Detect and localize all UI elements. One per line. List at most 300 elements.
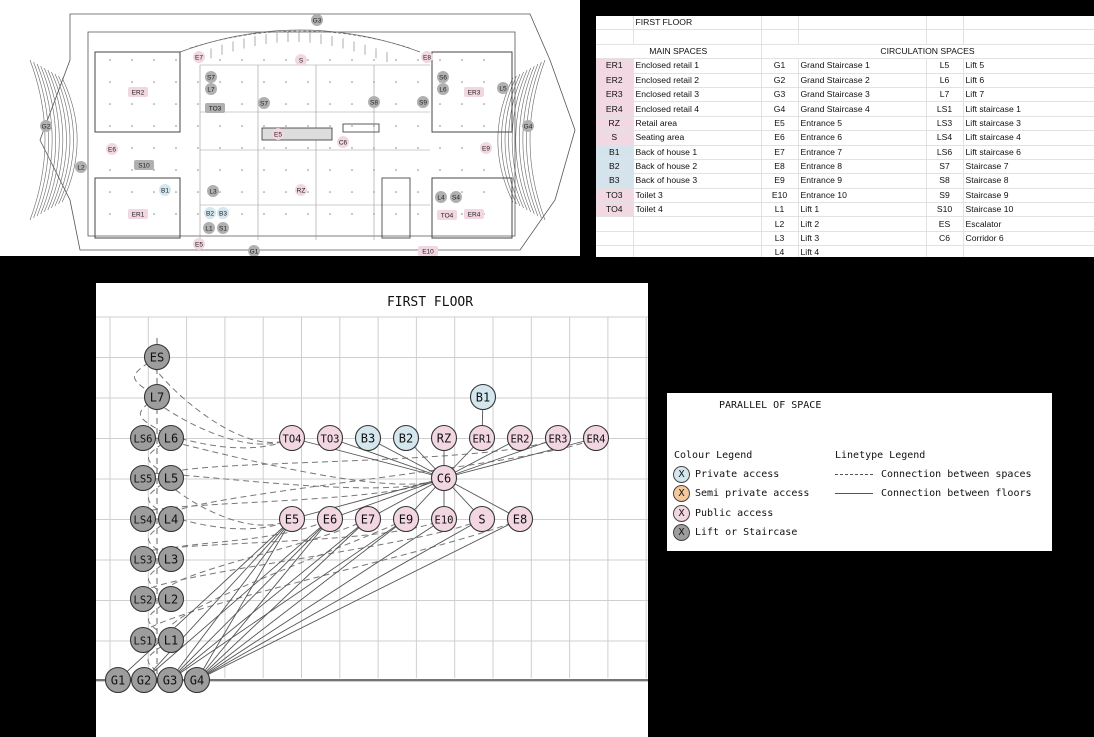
column-dot [263,191,265,193]
column-dot [241,103,243,105]
space-node-l1 [159,628,184,653]
space-code-cell: E9 [761,174,798,188]
column-dot [395,125,397,127]
plan-label-text: S6 [439,74,447,82]
side-stair-curve [501,76,516,204]
legend-item-semi-private [673,483,809,503]
column-dot [285,191,287,193]
space-code-cell: LS4 [926,131,963,145]
space-name-cell: Back of house 2 [633,159,761,173]
column-dot [351,59,353,61]
space-code-cell: C6 [926,231,963,245]
node-label: G3 [162,673,178,688]
space-name-cell: Lift 7 [963,87,1094,101]
escalator [343,124,379,132]
space-name-cell [633,246,761,257]
plan-label-s9 [417,96,429,108]
space-node-es [145,345,170,370]
solid-connection-line [170,519,330,680]
column-dot [109,213,111,215]
space-node-g1 [106,668,131,693]
node-label: E7 [360,512,376,527]
solid-connection-line [330,478,444,519]
space-code-cell: L3 [761,231,798,245]
space-code-cell: ES [926,217,963,231]
dashed-connection-line [164,519,330,559]
column-dot [197,169,199,171]
column-dot [241,169,243,171]
node-label: L4 [163,512,179,527]
plan-label-er2 [128,87,148,97]
diagram-title: FIRST FLOOR [386,295,474,310]
plan-label-text: G4 [523,123,533,131]
column-dot [417,169,419,171]
space-name-cell: Staircase 10 [963,203,1094,217]
schedule-row [596,174,1094,188]
node-label: L6 [163,431,179,446]
column-dot [219,125,221,127]
plan-label-text: E5 [274,131,282,139]
column-dot [373,147,375,149]
plan-label-text: B2 [206,210,214,218]
column-dot [307,169,309,171]
space-name-cell: Enclosed retail 1 [633,59,761,73]
side-stair-curve [34,62,49,218]
column-dot [241,213,243,215]
column-dot [263,81,265,83]
plan-label-l3 [207,185,219,197]
column-dot [109,191,111,193]
plan-label-text: S1 [219,225,227,233]
space-code-cell: E8 [761,159,798,173]
space-name-cell: Toilet 3 [633,188,761,202]
space-code-cell [926,246,963,257]
column-dot [483,125,485,127]
space-code-cell: E5 [761,116,798,130]
space-name-cell: Entrance 5 [798,116,926,130]
space-node-s [470,507,495,532]
column-dot [329,169,331,171]
plan-label-text: E10 [422,248,434,256]
space-code-cell: L4 [761,246,798,257]
column-dot [307,59,309,61]
legend-item-private [673,464,779,484]
plan-label-text: S8 [370,99,378,107]
space-node-e7 [356,507,381,532]
plan-label-text: B3 [219,210,227,218]
column-dot [439,147,441,149]
column-dot [351,125,353,127]
space-code-cell: ER2 [596,73,633,87]
node-label: ER2 [510,433,530,446]
column-dot [197,213,199,215]
column-dot [329,125,331,127]
column-dot [175,213,177,215]
column-dot [417,59,419,61]
column-dot [219,147,221,149]
node-label: L1 [163,633,179,648]
space-code-cell: G4 [761,102,798,116]
space-code-cell: L6 [926,73,963,87]
solid-connection-line [330,438,444,478]
plan-label-e10 [418,246,438,256]
node-label: ER4 [586,433,606,446]
plan-label-l7 [205,83,217,95]
column-dot [285,169,287,171]
plan-label-e7 [193,51,205,63]
column-dot [395,81,397,83]
column-dot [109,81,111,83]
node-label: E9 [398,512,414,527]
space-name-cell: Lift 1 [798,203,926,217]
plan-label-rz [295,184,307,196]
space-node-g3 [158,668,183,693]
floor-plan-panel [0,0,580,256]
node-label: S [478,512,486,527]
column-dot [131,59,133,61]
plan-label-text: ER1 [131,211,145,219]
space-name-cell: Entrance 6 [798,131,926,145]
space-code-cell: E6 [761,131,798,145]
column-dot [175,191,177,193]
space-node-er3 [546,426,571,451]
column-dot [395,103,397,105]
space-code-cell: B2 [596,159,633,173]
space-node-ls5 [131,466,156,491]
column-dot [329,147,331,149]
space-code-cell: S9 [926,188,963,202]
solid-line-sample [835,493,873,494]
column-dot [153,191,155,193]
column-dot [461,125,463,127]
column-dot [461,81,463,83]
plan-label-l2 [75,161,87,173]
column-dot [483,103,485,105]
column-dot [241,125,243,127]
plan-label-text: E9 [482,145,490,153]
schedule-row [596,73,1094,87]
space-node-l3 [159,547,184,572]
legend-title: PARALLEL OF SPACE [719,400,822,411]
space-code-cell: L1 [761,203,798,217]
space-code-cell [596,217,633,231]
column-dot [351,103,353,105]
space-name-cell: Lift staircase 3 [963,116,1094,130]
plan-label-s7 [205,71,217,83]
plan-label-text: L6 [439,86,447,94]
grid [96,317,648,682]
plan-label-text: E5 [195,241,203,249]
space-node-ls1 [131,628,156,653]
node-label: E10 [434,514,454,527]
column-dot [131,169,133,171]
plan-label-to4 [437,210,457,220]
space-name-cell: Lift 5 [963,59,1094,73]
plan-label-text: L4 [437,194,445,202]
space-node-l5 [159,466,184,491]
plan-label-l1 [203,222,215,234]
space-node-ls6 [131,426,156,451]
space-node-e5 [280,507,305,532]
space-code-cell: G3 [761,87,798,101]
space-code-cell: S10 [926,203,963,217]
node-label: LS2 [133,594,153,607]
node-label: E5 [284,512,300,527]
space-node-er1 [470,426,495,451]
space-name-cell: Retail area [633,116,761,130]
column-dot [373,81,375,83]
space-code-cell [596,231,633,245]
column-dot [417,147,419,149]
space-name-cell: Grand Staircase 1 [798,59,926,73]
void [382,178,410,238]
space-schedule-panel [596,16,1094,257]
space-code-cell: ER4 [596,102,633,116]
space-node-l4 [159,507,184,532]
schedule-row [596,217,1094,231]
schedule-title: FIRST FLOOR [633,16,761,30]
solid-connection-line [170,519,368,680]
space-name-cell: Lift staircase 4 [963,131,1094,145]
dashed-connection-line [165,519,368,599]
column-dot [241,147,243,149]
space-nodes [106,345,609,693]
node-label: E6 [322,512,338,527]
space-code-cell: ER1 [596,59,633,73]
space-node-e6 [318,507,343,532]
column-dot [153,59,155,61]
space-name-cell: Lift staircase 1 [963,102,1094,116]
main-spaces-heading: MAIN SPACES [596,44,761,58]
plan-label-er1 [128,209,148,219]
space-node-ls4 [131,507,156,532]
legend-panel [667,393,1052,551]
space-code-cell: LS1 [926,102,963,116]
column-dot [109,125,111,127]
side-stair-curve [30,60,45,220]
space-node-to3 [318,426,343,451]
retail-block [432,178,512,238]
column-dot [153,103,155,105]
column-dot [285,103,287,105]
node-label: LS6 [133,433,153,446]
plan-label-c6 [337,136,349,148]
space-node-e8 [508,507,533,532]
column-dot [241,59,243,61]
plan-label-text: ER2 [131,89,145,97]
space-name-cell: Grand Staircase 4 [798,102,926,116]
column-dot [461,169,463,171]
column-dot [417,191,419,193]
plan-label-text: ER4 [467,211,481,219]
column-dot [153,169,155,171]
node-label: RZ [436,431,452,446]
plan-label-text: ER3 [467,89,481,97]
column-dot [439,59,441,61]
column-dot [439,103,441,105]
legend-item-public [673,503,773,523]
plan-label-g2 [40,120,52,132]
schedule-row [596,131,1094,145]
column-dot [197,125,199,127]
column-dot [131,147,133,149]
node-label: LS1 [133,635,153,648]
side-stair-curve [498,78,513,202]
column-dot [263,147,265,149]
plan-label-b3 [217,207,229,219]
plan-label-text: S4 [452,194,460,202]
side-stair-curve [41,66,56,214]
solid-connection-line [197,519,444,680]
column-dot [329,81,331,83]
linetype-item-dashed [835,466,1032,482]
plan-label-text: C6 [338,139,348,147]
column-dot [197,81,199,83]
plan-label-text: S9 [419,99,427,107]
space-node-g4 [185,668,210,693]
plan-label-text: L7 [207,86,215,94]
column-dot [131,81,133,83]
column-dot [395,191,397,193]
space-node-l7 [145,385,170,410]
space-code-cell: S7 [926,159,963,173]
column-dot [351,81,353,83]
space-name-cell [633,217,761,231]
side-stair-curve [530,60,545,220]
linetype-label: Connection between floors [881,487,1032,499]
column-dot [263,169,265,171]
column-dot [483,169,485,171]
column-dot [131,191,133,193]
column-dot [263,213,265,215]
node-label: TO3 [320,433,340,446]
node-label: LS4 [133,514,153,527]
schedule-row [596,231,1094,245]
plan-label-text: S7 [260,100,268,108]
node-label: C6 [436,471,452,486]
plan-label-s4 [450,191,462,203]
linetype-item-solid [835,485,1032,501]
node-label: LS3 [133,554,153,567]
space-name-cell: Entrance 10 [798,188,926,202]
column-dot [461,147,463,149]
column-dot [373,191,375,193]
column-dot [373,125,375,127]
column-dot [351,147,353,149]
side-stair-curve [59,76,74,204]
space-name-cell: Corridor 6 [963,231,1094,245]
node-label: L3 [163,552,179,567]
space-schedule-table [596,16,1094,257]
plan-label-text: E8 [423,54,431,62]
column-dot [417,81,419,83]
plan-label-text: E7 [195,54,203,62]
space-name-cell [633,231,761,245]
plan-label-s [295,54,307,66]
space-node-e10 [432,507,457,532]
private-access-swatch: X [673,466,690,483]
plan-label-text: TO4 [440,212,454,220]
space-name-cell: Grand Staircase 3 [798,87,926,101]
column-dot [307,147,309,149]
column-dot [373,169,375,171]
node-label: B2 [398,431,414,446]
column-dot [373,213,375,215]
schedule-row [596,102,1094,116]
plan-label-e6 [106,143,118,155]
schedule-row [596,203,1094,217]
node-label: B3 [360,431,376,446]
space-name-cell: Lift staircase 6 [963,145,1094,159]
plan-label-text: L1 [205,225,213,233]
plan-label-l4 [435,191,447,203]
plan-label-text: L3 [209,188,217,196]
column-dot [197,191,199,193]
space-node-rz [432,426,457,451]
space-name-cell: Enclosed retail 3 [633,87,761,101]
plan-label-er4 [464,209,484,219]
plan-label-text: G3 [312,17,322,25]
space-name-cell: Staircase 8 [963,174,1094,188]
space-name-cell: Enclosed retail 4 [633,102,761,116]
plan-label-text: RZ [296,187,306,195]
schedule-row [596,188,1094,202]
space-name-cell [963,246,1094,257]
space-node-c6 [432,466,457,491]
node-label: G1 [110,673,126,688]
space-node-er4 [584,426,609,451]
column-dot [285,213,287,215]
plan-label-text: S10 [138,162,150,170]
plan-label-s1 [217,222,229,234]
schedule-row [596,246,1094,257]
space-code-cell: LS3 [926,116,963,130]
plan-label-g3 [311,14,323,26]
space-name-cell: Back of house 1 [633,145,761,159]
column-dot [439,169,441,171]
space-node-g2 [132,668,157,693]
side-stair-curve [519,66,534,214]
column-dot [131,103,133,105]
side-stair-curve [523,62,541,218]
plan-label-g4 [522,120,534,132]
column-dot [175,103,177,105]
plan-label-l5 [497,82,509,94]
column-dot [153,213,155,215]
space-name-cell: Seating area [633,131,761,145]
plan-label-text: L5 [499,85,507,93]
node-label: G4 [189,673,205,688]
space-name-cell: Escalator [963,217,1094,231]
schedule-row [596,116,1094,130]
plan-label-e5 [193,238,205,250]
column-dot [461,103,463,105]
plan-label-e9 [480,142,492,154]
column-dot [307,213,309,215]
space-node-l6 [159,426,184,451]
node-label: ER1 [472,433,492,446]
space-name-cell: Staircase 7 [963,159,1094,173]
node-label: B1 [475,390,491,405]
node-label: E8 [512,512,528,527]
space-name-cell: Entrance 9 [798,174,926,188]
curved-stair-band [190,31,410,48]
space-name-cell: Staircase 9 [963,188,1094,202]
column-dot [329,103,331,105]
side-stair-curve [516,68,531,212]
column-dot [197,147,199,149]
space-node-er2 [508,426,533,451]
